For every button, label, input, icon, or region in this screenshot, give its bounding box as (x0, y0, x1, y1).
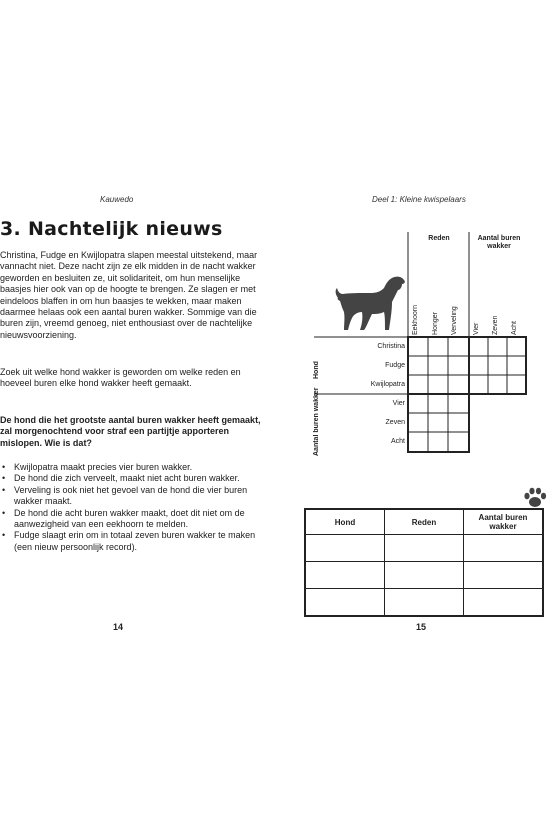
col-label: Verveling (451, 306, 458, 335)
right-page-header: Deel 1: Kleine kwispelaars (372, 195, 466, 204)
answer-cell[interactable] (464, 535, 544, 562)
left-page-number: 14 (113, 622, 124, 632)
answer-cell[interactable] (464, 562, 544, 589)
col-label: Honger (432, 312, 439, 335)
row-label: Acht (390, 438, 405, 445)
answer-header: Hond (305, 509, 385, 535)
paw-print-icon (522, 486, 548, 510)
answer-header-row (305, 509, 543, 535)
page-title: 3. Nachtelijk nieuws (0, 218, 223, 240)
clue-item: • Verveling is ook niet het gevoel van de hond die vier buren wakker maakt. (0, 485, 262, 508)
answer-row (305, 562, 543, 589)
row-label: Fudge (385, 362, 405, 369)
question-text: De hond die het grootste aantal buren wakker heeft gemaakt, zal morgenochtend voor straf een partijtje apporteren mislopen. Wie is dat? (0, 415, 261, 448)
answer-header: Aantal buren wakker (464, 509, 544, 535)
col-group-aantal: Aantal buren wakker (477, 235, 521, 250)
answer-cell[interactable] (385, 562, 464, 589)
answer-header: Reden (385, 509, 464, 535)
answer-row (305, 535, 543, 562)
col-label: Zeven (492, 315, 499, 335)
answer-table (304, 508, 544, 617)
col-group-reden: Reden (428, 235, 450, 242)
clue-list (0, 462, 262, 553)
row-label: Zeven (385, 419, 405, 426)
row-label: Kwijlopatra (370, 381, 405, 388)
row-label: Christina (377, 343, 405, 350)
question-paragraph (0, 415, 262, 449)
answer-cell[interactable] (385, 589, 464, 617)
row-group-hond: Hond (313, 361, 320, 379)
row-label: Vier (392, 400, 405, 407)
col-label: Eekhoorn (412, 305, 419, 335)
right-page-number: 15 (416, 622, 427, 632)
answer-cell[interactable] (385, 535, 464, 562)
answer-cell[interactable] (305, 535, 385, 562)
clue-item: • De hond die acht buren wakker maakt, doet dit niet om de aanwezigheid van een eekhoorn te melden. (0, 508, 262, 531)
intro-text: Christina, Fudge en Kwijlopatra slapen meestal uitstekend, maar vannacht niet. Deze nacht zijn ze elk midden in de nacht wakker geworden en besluiten ze, uit solidariteit, om hun menselijke baasjes hier ook van op de hoogte te brengen. Ze slagen er met eindeloos blaffen in om hun baasjes te wekken, maar maken daarmee helaas ook een aantal buren wakker. Sommige van die buren zijn, vreemd genoeg, niet enthousiast over de nachtelijke nieuwsvoorziening. (0, 250, 258, 340)
col-label: Acht (511, 320, 518, 335)
clue-item: • Fudge slaagt erin om in totaal zeven buren wakker te maken (een nieuw persoonlijk record). (0, 530, 262, 553)
row-group-aantal: Aantal buren wakker (313, 387, 320, 456)
answer-cell[interactable] (464, 589, 544, 617)
clue-item: • De hond die zich verveelt, maakt niet acht buren wakker. (0, 473, 262, 484)
task-paragraph (0, 367, 262, 390)
clue-item: • Kwijlopatra maakt precies vier buren wakker. (0, 462, 262, 473)
left-page-header: Kauwedo (100, 195, 134, 204)
answer-cell[interactable] (305, 562, 385, 589)
intro-paragraph (0, 250, 262, 341)
task-text: Zoek uit welke hond wakker is geworden om welke reden en hoeveel buren elke hond wakker heeft gemaakt. (0, 367, 241, 389)
answer-row (305, 589, 543, 617)
answer-cell[interactable] (305, 589, 385, 617)
col-label: Vier (473, 322, 480, 335)
